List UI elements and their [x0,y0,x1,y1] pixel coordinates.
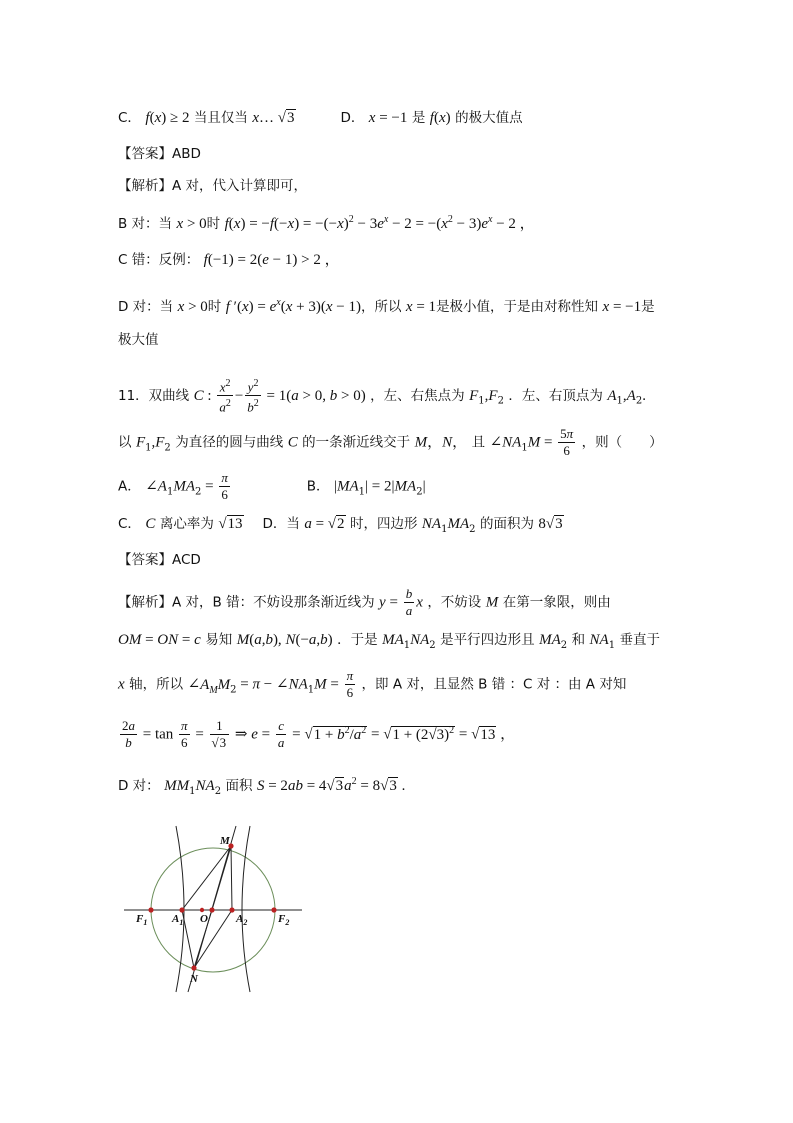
segment-m-a1 [182,846,231,910]
option-b-label: B． [306,478,330,495]
analysis-2-line5: D 对： $MM_1NA_2$ 面积 $S = 2ab = 4√3a^2 = 8√3$ . [118,776,406,797]
option-d-tail: 的极大值点 [455,110,523,126]
hyperbola-figure [118,822,308,994]
point-f1 [148,907,153,912]
segment-m-a2 [231,846,232,910]
label-f2: $F_2$ [278,913,290,927]
option-d-text: 是 [411,110,426,126]
label-a1: $A_1$ [172,913,184,927]
option-d2-label: D．当 [262,516,300,532]
analysis-d-line: D 对：当 x > 0时 f $'(x) = e^x(x + 3)(x - 1)$，所以 x = 1是极小值，于是由对称性知 x = −1是 [118,297,655,315]
analysis-2-line1: 【解析】A 对，B 错：不妨设那条渐近线为 y = $\frac{b}{a}$ x ，不妨设 M 在第一象限，则由 [118,586,611,618]
option-a-b-line: A． $\angle A_1MA_2$ = $\frac{\pi}{6}$ B． $|MA_1| = 2|MA_2|$ [118,470,426,502]
option-a-label: A． [118,478,141,495]
label-f1: $F_1$ [136,913,148,927]
option-c-d-line: C． f(x) ≥ 2 当且仅当 x… √3 D． x = −1 是 f(x) 的极大值点 [118,110,523,126]
label-n: N [190,973,198,985]
analysis-2-line4: $\frac{2a}{b}$ = tan $\frac{\pi}{6}$ = $\frac{1}{√3}$ ⇒ e = $\frac{c}{a}$ = $√1 + b^2/a^2 = √1 + (2√3)^2 = √13$ ， [122,718,516,750]
label-m: M [220,835,230,847]
option-d-label: D． [340,110,365,126]
point-f2 [271,907,276,912]
point-a2 [229,907,234,912]
analysis-2-line2: OM = ON = c 易知 M(a,b), N(−a,b) ．于是 $MA_1NA_2$ 是平行四边形且 $MA_2$ 和 $NA_1$ 垂直于 [118,632,661,651]
option-c2-label: C． [118,516,141,532]
point-a1 [179,907,184,912]
segment-m-o [212,846,231,910]
question-11: 11．双曲线 C : $\frac{x^2}{a^2}$ − $\frac{y^2}{b^2}$ = 1(a > 0, b > 0) ，左、右焦点为 $F_1,F_2$ ．左、右顶点为 $A_1,A_2$. [118,378,646,415]
analysis-1: 【解析】A 对，代入计算即可， [118,178,308,194]
hyperbola-right-branch [242,826,250,992]
analysis-b-line: B 对：当 x > 0时 $f(x) = -f(-x) = -(-x)^2 - 3e^x - 2 = -(x^2 - 3)e^x - 2$ ， [118,214,535,232]
label-o: O [200,913,208,925]
analysis-d-cont: 极大值 [118,332,159,348]
answer-1: 【答案】ABD [118,146,201,162]
point-n [191,965,196,970]
analysis-c-line: C 错：反例： f(−1) = 2(e − 1) > 2 ， [118,252,340,268]
question-11-line2: 以 $F_1,F_2$ 为直径的圆与曲线 C 的一条渐近线交于 M，N， 且 $\angle NA_1M$ = $\frac{5\pi}{6}$ ，则（ ） [118,426,663,458]
label-a2: $A_2$ [236,913,248,927]
option-c-label: C． [118,110,141,126]
answer-2: 【答案】ACD [118,552,201,568]
option-c-text: 当且仅当 [193,110,248,126]
point-extra [200,908,204,912]
segment-n-a1 [182,910,194,968]
option-c-d-line-2: C． C 离心率为 √13 D．当 a = √2 时，四边形 $NA_1MA_2$ 的面积为 8√3 [118,516,563,535]
point-o [209,907,214,912]
analysis-2-line3: x 轴，所以 $\angle A_MM_2 = \pi$ − $\angle NA_1M$ = $\frac{\pi}{6}$ ，即 A 对，且显然 B 错 ：C 对 ：由 A 对知 [118,668,627,700]
